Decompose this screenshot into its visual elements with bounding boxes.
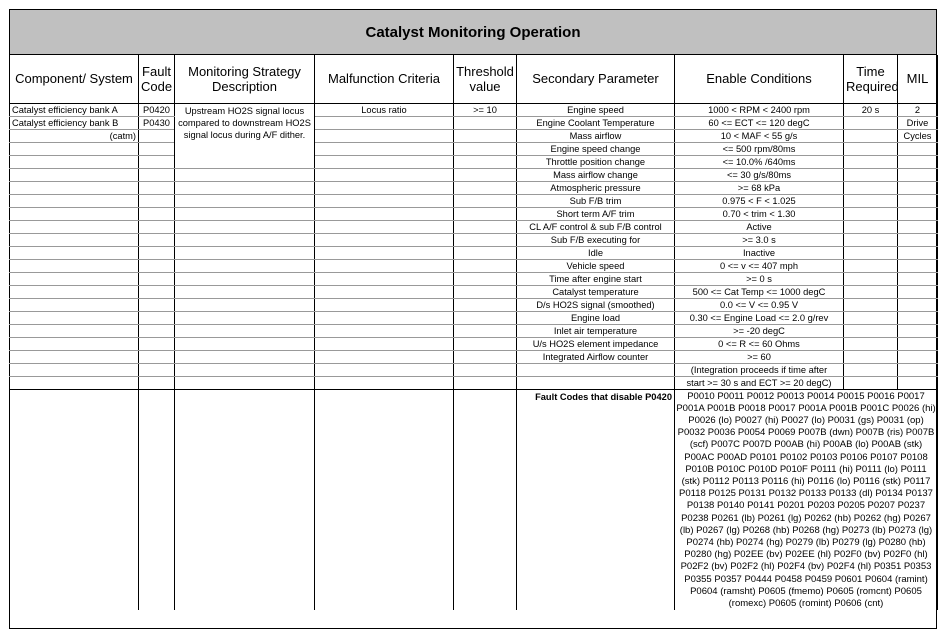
secondary-parameter-cell: Integrated Airflow counter xyxy=(517,350,675,363)
table-row xyxy=(10,233,938,246)
header-fault-code: Fault Code xyxy=(139,55,175,103)
malfunction-cell xyxy=(315,194,454,207)
malfunction-cell: Locus ratio xyxy=(315,103,454,116)
header-strategy: Monitoring Strategy Description xyxy=(175,55,315,103)
strategy-cell xyxy=(175,285,315,298)
secondary-parameter-cell: Inlet air temperature xyxy=(517,324,675,337)
fault-code-cell xyxy=(139,285,175,298)
component-cell xyxy=(10,285,139,298)
fault-code-cell: P0430 xyxy=(139,116,175,129)
threshold-cell xyxy=(454,337,517,350)
component-cell xyxy=(10,207,139,220)
enable-condition-cell: start >= 30 s and ECT >= 20 degC) xyxy=(675,376,844,389)
threshold-cell xyxy=(454,181,517,194)
threshold-cell xyxy=(454,259,517,272)
table-row xyxy=(10,285,938,298)
table-row xyxy=(10,324,938,337)
component-cell xyxy=(10,324,139,337)
fault-code-cell xyxy=(139,298,175,311)
strategy-cell: Upstream HO2S signal locus compared to downstream HO2S signal locus during A/F dither. xyxy=(175,103,315,155)
malfunction-cell xyxy=(315,181,454,194)
mil-cell xyxy=(898,246,938,259)
secondary-parameter-cell: Time after engine start xyxy=(517,272,675,285)
threshold-cell xyxy=(454,272,517,285)
monitoring-table xyxy=(9,55,938,610)
empty-cell xyxy=(139,389,175,610)
strategy-cell xyxy=(175,350,315,363)
empty-cell xyxy=(10,389,139,610)
threshold-cell xyxy=(454,311,517,324)
strategy-cell xyxy=(175,207,315,220)
component-cell xyxy=(10,181,139,194)
enable-condition-cell: 0.30 <= Engine Load <= 2.0 g/rev xyxy=(675,311,844,324)
time-required-cell xyxy=(844,311,898,324)
enable-condition-cell: 1000 < RPM < 2400 rpm xyxy=(675,103,844,116)
table-row xyxy=(10,194,938,207)
component-cell xyxy=(10,168,139,181)
enable-condition-cell: 0 <= R <= 60 Ohms xyxy=(675,337,844,350)
fault-code-cell xyxy=(139,324,175,337)
enable-condition-cell: <= 10.0% /640ms xyxy=(675,155,844,168)
table-row xyxy=(10,246,938,259)
strategy-cell xyxy=(175,272,315,285)
mil-cell xyxy=(898,298,938,311)
enable-condition-cell: 0 <= v <= 407 mph xyxy=(675,259,844,272)
enable-condition-cell: (Integration proceeds if time after xyxy=(675,363,844,376)
malfunction-cell xyxy=(315,116,454,129)
time-required-cell xyxy=(844,376,898,389)
secondary-parameter-cell xyxy=(517,363,675,376)
table-row xyxy=(10,168,938,181)
time-required-cell xyxy=(844,363,898,376)
secondary-parameter-cell xyxy=(517,376,675,389)
malfunction-cell xyxy=(315,246,454,259)
time-required-cell xyxy=(844,116,898,129)
table-row xyxy=(10,337,938,350)
time-required-cell xyxy=(844,207,898,220)
component-cell: Catalyst efficiency bank A xyxy=(10,103,139,116)
enable-condition-cell: 500 <= Cat Temp <= 1000 degC xyxy=(675,285,844,298)
enable-condition-cell: 10 < MAF < 55 g/s xyxy=(675,129,844,142)
empty-cell xyxy=(175,389,315,610)
header-component: Component/ System xyxy=(10,55,139,103)
malfunction-cell xyxy=(315,129,454,142)
component-cell xyxy=(10,220,139,233)
time-required-cell xyxy=(844,168,898,181)
component-cell xyxy=(10,363,139,376)
threshold-cell xyxy=(454,168,517,181)
fault-disable-codes: P0010 P0011 P0012 P0013 P0014 P0015 P0016 P0017 P001A P001B P0018 P0017 P001A P001B P001C P0026 (hi) P0026 (lo) P0027 (hi) P0027 (lo) P0031 (gs) P0031 (op) P0032 P0036 P0054 P0069 P007B (dwn) P007B (ris) P007B (scf) P007C P007D P00AB (hi) P00AB (lo) P00AB (stk) P00AC P00AD P0101 P0102 P0103 P0106 P0107 P0108 P010B P010C P010D P010F P0111 (hi) P0111 (lo) P0111 (stk) P0112 P0113 P0116 (hi) P0116 (lo) P0116 (stk) P0117 P0118 P0125 P0131 P0132 P0133 P0133 (dl) P0134 P0137 P0138 P0140 P0141 P0201 P0203 P0205 P0207 P0237 P0238 P0261 (lb) P0261 (lg) P0262 (hb) P0262 (hg) P0267 (lb) P0267 (lg) P0268 (hb) P0268 (hg) P0273 (lb) P0273 (lg) P0274 (hb) P0274 (hg) P0279 (lb) P0279 (lg) P0280 (hb) P0280 (hg) P02EE (bv) P02EE (hl) P02F0 (bv) P02F0 (hl) P02F2 (bv) P02F2 (hl) P02F4 (bv) P02F4 (hl) P0351 P0353 P0355 P0357 P0444 P0458 P0459 P0601 P0604 (ramint) P0604 (ramsht) P0605 (fmemo) P0605 (romcnt) P0605 (romexc) P0605 (romint) P0606 (cnt) xyxy=(676,390,936,609)
strategy-cell xyxy=(175,324,315,337)
strategy-cell xyxy=(175,168,315,181)
strategy-cell xyxy=(175,311,315,324)
header-mil: MIL xyxy=(898,55,938,103)
empty-cell xyxy=(315,389,454,610)
mil-cell xyxy=(898,376,938,389)
time-required-cell xyxy=(844,233,898,246)
component-cell xyxy=(10,337,139,350)
secondary-parameter-cell: Engine load xyxy=(517,311,675,324)
mil-cell xyxy=(898,350,938,363)
malfunction-cell xyxy=(315,285,454,298)
time-required-cell xyxy=(844,350,898,363)
time-required-cell xyxy=(844,298,898,311)
malfunction-cell xyxy=(315,207,454,220)
mil-cell xyxy=(898,285,938,298)
mil-cell: Drive xyxy=(898,116,938,129)
threshold-cell xyxy=(454,194,517,207)
table-row xyxy=(10,298,938,311)
component-cell xyxy=(10,155,139,168)
enable-condition-cell: <= 500 rpm/80ms xyxy=(675,142,844,155)
malfunction-cell xyxy=(315,220,454,233)
enable-condition-cell: 0.70 < trim < 1.30 xyxy=(675,207,844,220)
strategy-cell xyxy=(175,233,315,246)
fault-code-cell xyxy=(139,194,175,207)
conditions-body xyxy=(10,103,938,610)
empty-cell xyxy=(454,389,517,610)
mil-cell xyxy=(898,363,938,376)
threshold-cell xyxy=(454,207,517,220)
threshold-cell xyxy=(454,155,517,168)
enable-condition-cell: >= -20 degC xyxy=(675,324,844,337)
secondary-parameter-cell: Atmospheric pressure xyxy=(517,181,675,194)
fault-code-cell xyxy=(139,129,175,142)
malfunction-cell xyxy=(315,155,454,168)
table-row xyxy=(10,181,938,194)
mil-cell xyxy=(898,272,938,285)
secondary-parameter-cell: Mass airflow xyxy=(517,129,675,142)
malfunction-cell xyxy=(315,376,454,389)
enable-condition-cell: Inactive xyxy=(675,246,844,259)
time-required-cell xyxy=(844,259,898,272)
mil-cell xyxy=(898,207,938,220)
threshold-cell xyxy=(454,246,517,259)
fault-code-cell xyxy=(139,142,175,155)
component-cell xyxy=(10,311,139,324)
table-row xyxy=(10,272,938,285)
strategy-cell xyxy=(175,298,315,311)
secondary-parameter-cell: Idle xyxy=(517,246,675,259)
strategy-cell xyxy=(175,155,315,168)
fault-disable-label: Fault Codes that disable P0420 xyxy=(517,389,675,610)
time-required-cell xyxy=(844,324,898,337)
table-row xyxy=(10,129,938,142)
threshold-cell: >= 10 xyxy=(454,103,517,116)
malfunction-cell xyxy=(315,142,454,155)
secondary-parameter-cell: Throttle position change xyxy=(517,155,675,168)
threshold-cell xyxy=(454,363,517,376)
enable-condition-cell: Active xyxy=(675,220,844,233)
threshold-cell xyxy=(454,129,517,142)
table-row xyxy=(10,259,938,272)
component-cell: Catalyst efficiency bank B xyxy=(10,116,139,129)
time-required-cell: 20 s xyxy=(844,103,898,116)
fault-code-cell xyxy=(139,350,175,363)
strategy-cell xyxy=(175,363,315,376)
fault-code-cell xyxy=(139,233,175,246)
time-required-cell xyxy=(844,272,898,285)
threshold-cell xyxy=(454,324,517,337)
fault-code-cell: P0420 xyxy=(139,103,175,116)
fault-code-cell xyxy=(139,272,175,285)
enable-condition-cell: >= 3.0 s xyxy=(675,233,844,246)
time-required-cell xyxy=(844,194,898,207)
malfunction-cell xyxy=(315,350,454,363)
time-required-cell xyxy=(844,285,898,298)
mil-cell: Cycles xyxy=(898,129,938,142)
malfunction-cell xyxy=(315,363,454,376)
table-row xyxy=(10,207,938,220)
secondary-parameter-cell: Short term A/F trim xyxy=(517,207,675,220)
fault-code-cell xyxy=(139,376,175,389)
mil-cell: 2 xyxy=(898,103,938,116)
fault-code-cell xyxy=(139,259,175,272)
fault-disable-row xyxy=(10,389,938,610)
mil-cell xyxy=(898,337,938,350)
threshold-cell xyxy=(454,376,517,389)
enable-condition-cell: >= 68 kPa xyxy=(675,181,844,194)
strategy-cell xyxy=(175,246,315,259)
fault-code-cell xyxy=(139,311,175,324)
component-cell xyxy=(10,376,139,389)
threshold-cell xyxy=(454,142,517,155)
component-cell xyxy=(10,272,139,285)
strategy-cell xyxy=(175,220,315,233)
time-required-cell xyxy=(844,181,898,194)
mil-cell xyxy=(898,168,938,181)
mil-cell xyxy=(898,194,938,207)
fault-code-cell xyxy=(139,168,175,181)
secondary-parameter-cell: Mass airflow change xyxy=(517,168,675,181)
malfunction-cell xyxy=(315,298,454,311)
table-row xyxy=(10,350,938,363)
mil-cell xyxy=(898,311,938,324)
malfunction-cell xyxy=(315,272,454,285)
malfunction-cell xyxy=(315,324,454,337)
table-row xyxy=(10,220,938,233)
time-required-cell xyxy=(844,337,898,350)
mil-cell xyxy=(898,324,938,337)
secondary-parameter-cell: Engine speed change xyxy=(517,142,675,155)
secondary-parameter-cell: Catalyst temperature xyxy=(517,285,675,298)
fault-code-cell xyxy=(139,337,175,350)
header-secondary: Secondary Parameter xyxy=(517,55,675,103)
secondary-parameter-cell: CL A/F control & sub F/B control xyxy=(517,220,675,233)
fault-code-cell xyxy=(139,155,175,168)
enable-condition-cell: 0.975 < F < 1.025 xyxy=(675,194,844,207)
secondary-parameter-cell: Vehicle speed xyxy=(517,259,675,272)
mil-cell xyxy=(898,142,938,155)
secondary-parameter-cell: Sub F/B trim xyxy=(517,194,675,207)
malfunction-cell xyxy=(315,337,454,350)
fault-code-cell xyxy=(139,246,175,259)
table-row xyxy=(10,103,938,116)
enable-condition-cell: 60 <= ECT <= 120 degC xyxy=(675,116,844,129)
component-cell xyxy=(10,298,139,311)
malfunction-cell xyxy=(315,311,454,324)
enable-condition-cell: >= 0 s xyxy=(675,272,844,285)
strategy-cell xyxy=(175,376,315,389)
header-row xyxy=(10,55,938,103)
malfunction-cell xyxy=(315,233,454,246)
enable-condition-cell: <= 30 g/s/80ms xyxy=(675,168,844,181)
secondary-parameter-cell: Engine Coolant Temperature xyxy=(517,116,675,129)
threshold-cell xyxy=(454,298,517,311)
table-row xyxy=(10,376,938,389)
component-cell: (catm) xyxy=(10,129,139,142)
threshold-cell xyxy=(454,285,517,298)
header-time: Time Required xyxy=(844,55,898,103)
secondary-parameter-cell: D/s HO2S signal (smoothed) xyxy=(517,298,675,311)
time-required-cell xyxy=(844,220,898,233)
table-row xyxy=(10,155,938,168)
table-title: Catalyst Monitoring Operation xyxy=(10,10,936,55)
table-row xyxy=(10,142,938,155)
threshold-cell xyxy=(454,220,517,233)
fault-code-cell xyxy=(139,181,175,194)
secondary-parameter-cell: Engine speed xyxy=(517,103,675,116)
fault-code-cell xyxy=(139,363,175,376)
component-cell xyxy=(10,246,139,259)
threshold-cell xyxy=(454,350,517,363)
header-malfunction: Malfunction Criteria xyxy=(315,55,454,103)
enable-condition-cell: >= 60 xyxy=(675,350,844,363)
header-threshold: Threshold value xyxy=(454,55,517,103)
threshold-cell xyxy=(454,233,517,246)
mil-cell xyxy=(898,259,938,272)
fault-code-cell xyxy=(139,207,175,220)
table-row xyxy=(10,116,938,129)
strategy-cell xyxy=(175,194,315,207)
component-cell xyxy=(10,194,139,207)
time-required-cell xyxy=(844,129,898,142)
component-cell xyxy=(10,350,139,363)
component-cell xyxy=(10,259,139,272)
time-required-cell xyxy=(844,246,898,259)
mil-cell xyxy=(898,233,938,246)
table-row xyxy=(10,311,938,324)
table-row xyxy=(10,363,938,376)
enable-condition-cell: 0.0 <= V <= 0.95 V xyxy=(675,298,844,311)
threshold-cell xyxy=(454,116,517,129)
strategy-cell xyxy=(175,337,315,350)
time-required-cell xyxy=(844,155,898,168)
strategy-cell xyxy=(175,181,315,194)
time-required-cell xyxy=(844,142,898,155)
malfunction-cell xyxy=(315,259,454,272)
header-enable: Enable Conditions xyxy=(675,55,844,103)
mil-cell xyxy=(898,181,938,194)
malfunction-cell xyxy=(315,168,454,181)
component-cell xyxy=(10,233,139,246)
secondary-parameter-cell: U/s HO2S element impedance xyxy=(517,337,675,350)
mil-cell xyxy=(898,220,938,233)
catalyst-monitoring-table-frame xyxy=(9,9,937,629)
mil-cell xyxy=(898,155,938,168)
secondary-parameter-cell: Sub F/B executing for xyxy=(517,233,675,246)
strategy-cell xyxy=(175,259,315,272)
fault-code-cell xyxy=(139,220,175,233)
component-cell xyxy=(10,142,139,155)
